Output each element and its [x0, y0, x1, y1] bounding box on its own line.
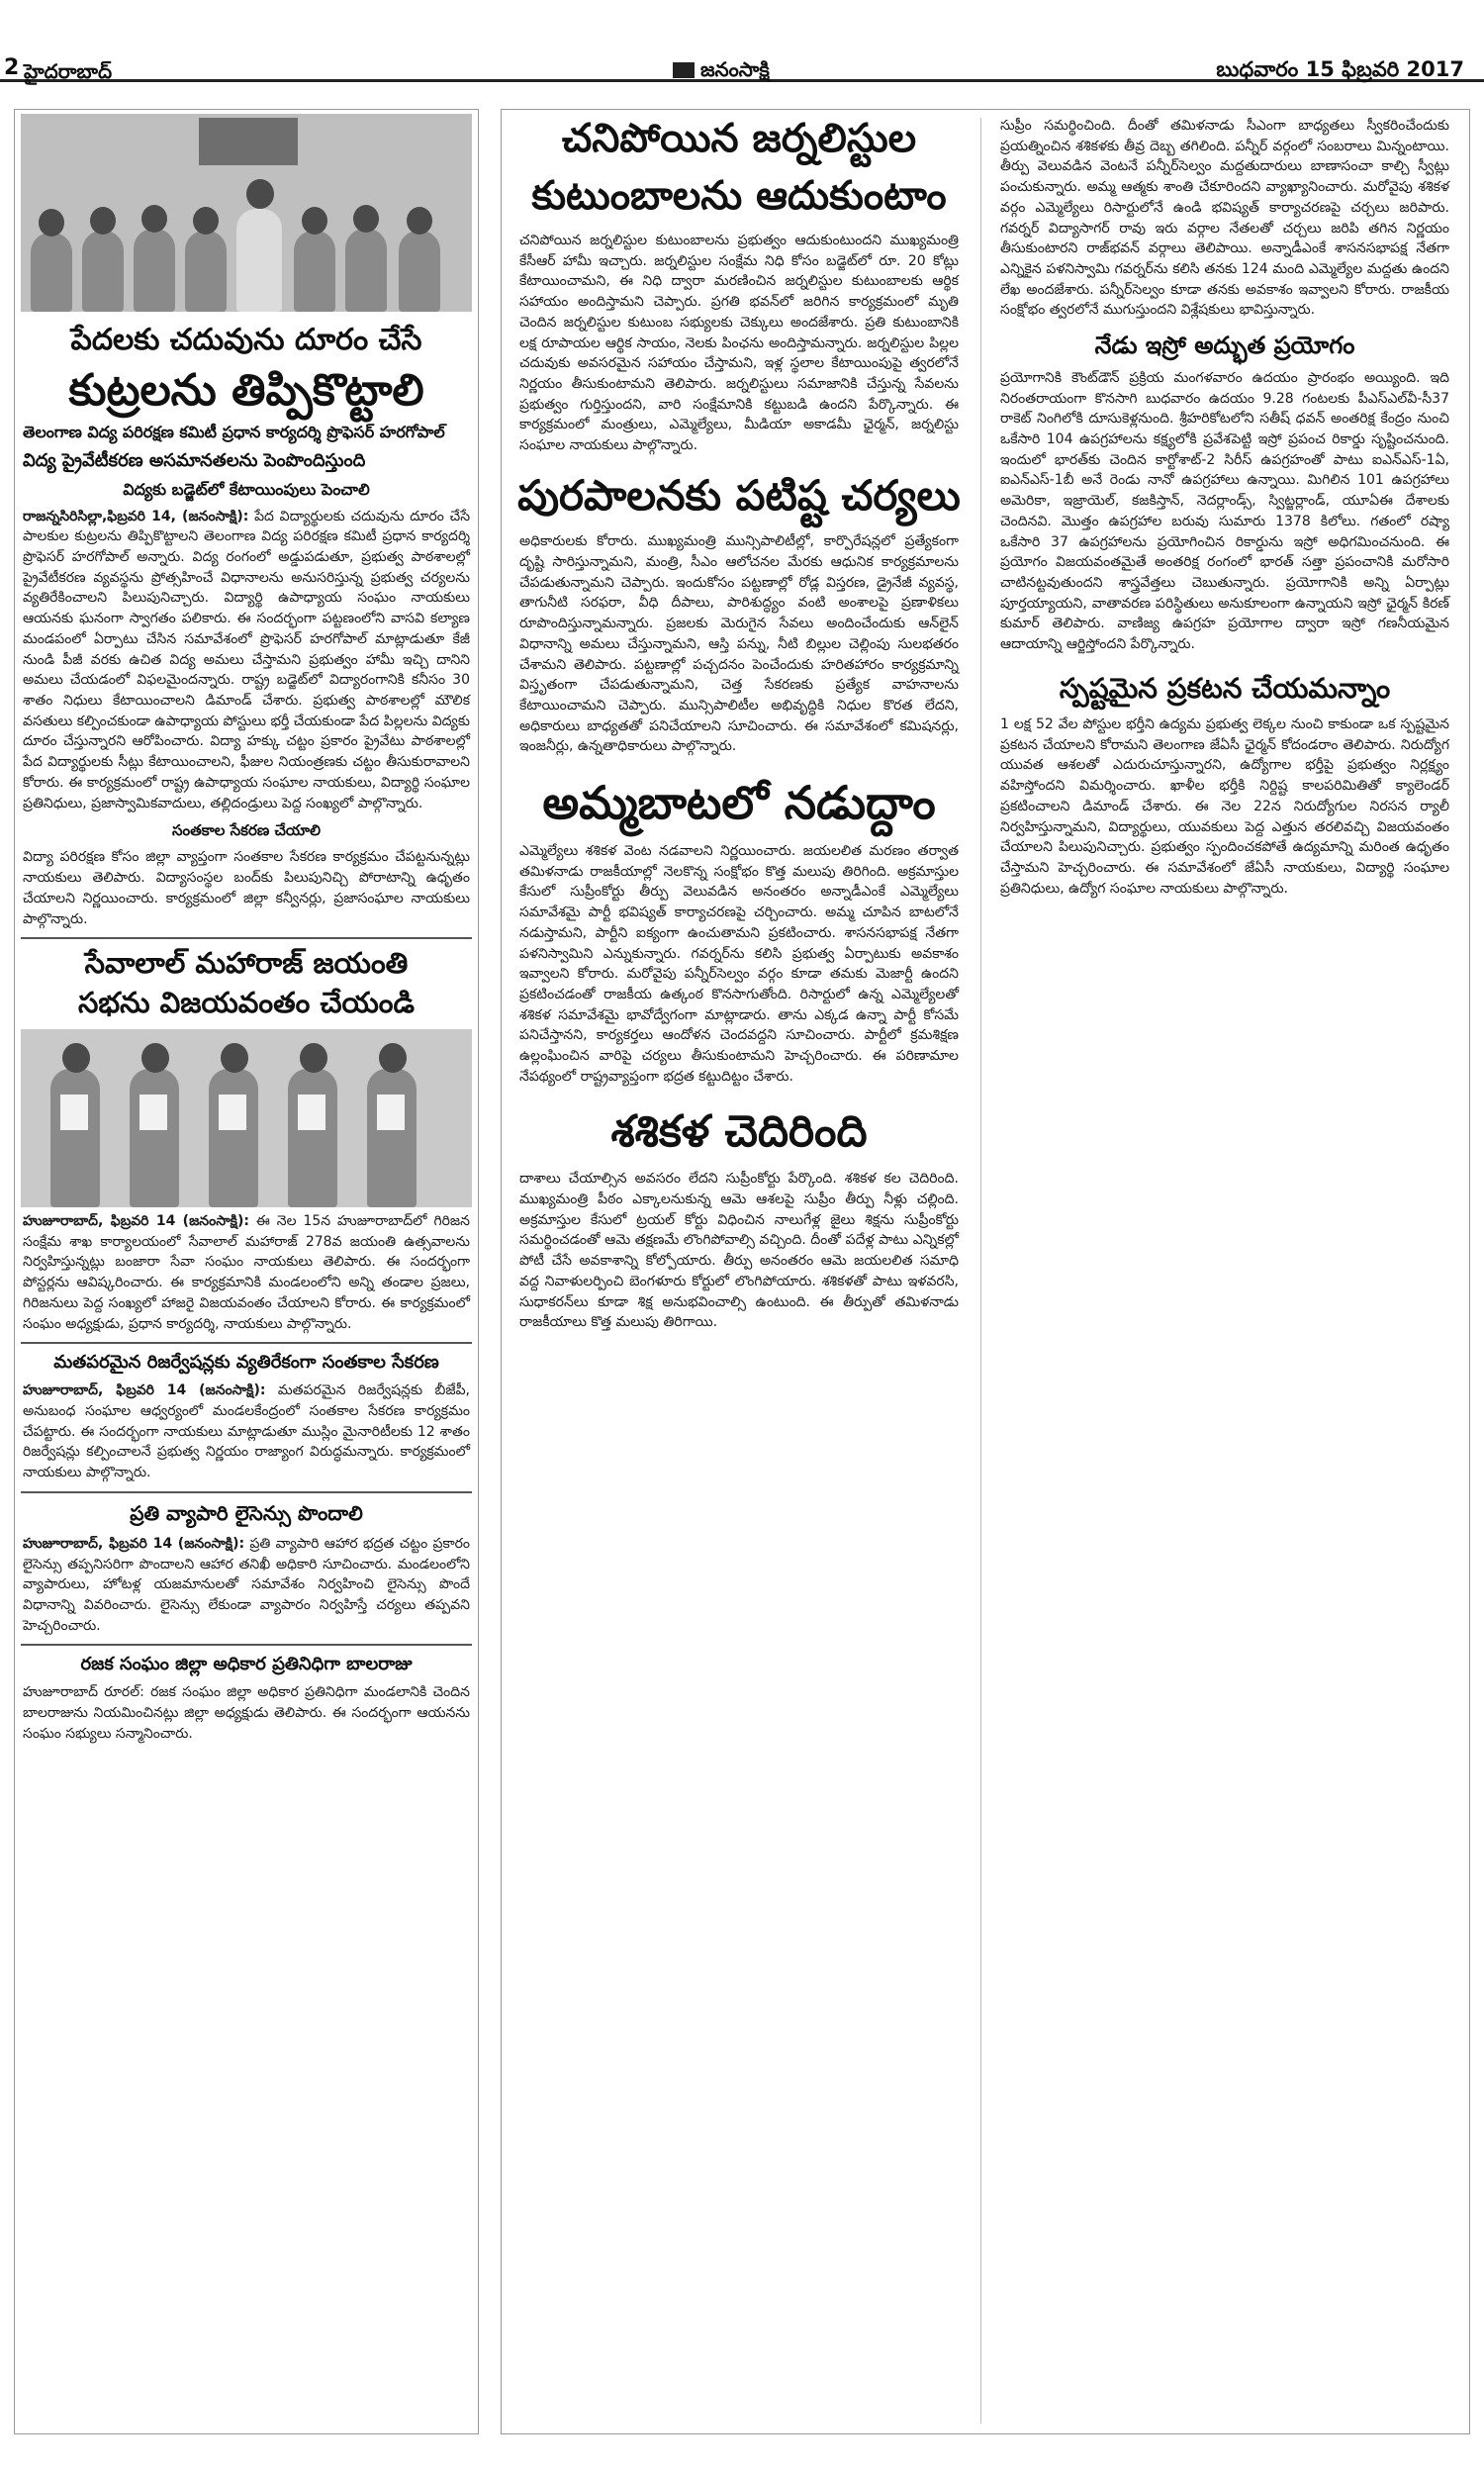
story1-subhead: విద్య ప్రైవేటీకరణ అసమానతలను పెంపొందిస్తుంది — [23, 449, 366, 471]
story1-dateline: రాజన్నసిరిసిల్లా,ఫిబ్రవరి 14, (జనంసాక్షి): — [23, 508, 249, 524]
issue-date: బుధవారం 15 ఫిబ్రవరి 2017 — [1216, 57, 1464, 81]
meeting-photo — [21, 114, 472, 312]
story4-body: దాశాలు చేయాల్సిన అవసరం లేదని సుప్రీంకోర్టు పేర్కొంది. శశికళ కల చెదిరింది. ముఖ్యమంత్రి పీఠం ఎక్కాలనుకున్న ఆమె ఆశలపై సుప్రీం తీర్పు నీళ్లు చల్లింది. అక్రమాస్తుల కేసులో ట్రయల్ కోర్టు విధించిన నాలుగేళ్ల జైలు శిక్షను సుప్రీంకోర్టు సమర్థించడంతో ఆమె తక్షణమే లొంగిపోవాల్సి వచ్చింది. దీంతో పదేళ్ల పాటు ఎన్నికల్లో పోటీ చేసే అవకాశాన్ని కోల్పోయారు. తీర్పు అనంతరం ఆమె జయలలిత సమాధి వద్ద నివాళులర్పించి బెంగళూరు కోర్టులో లొంగిపోయారు. శశికళతో పాటు ఇళవరసి, సుధాకరన్‌లు కూడా శిక్ష అనుభవించాల్సి ఉంటుంది. ఈ తీర్పుతో తమిళనాడు రాజకీయాలు కొత్త మలుపు తిరిగాయి. — [519, 1171, 959, 1331]
story1-subhead: తెలంగాణ విద్య పరిరక్షణ కమిటీ ప్రధాన కార్యదర్శి ప్రొఫెసర్ హరగోపాల్ — [23, 423, 445, 442]
right-section — [501, 109, 1470, 2434]
story1-headline-line2: కుటుంబాలను ఆదుకుంటాం — [531, 173, 947, 219]
right-column-2 — [992, 110, 1457, 2426]
story7-body: 1 లక్ష 52 వేల పోస్టుల భర్తీని ఉద్యమ ప్రభుత్వ లెక్కల నుంచి కాకుండా ఒక స్పష్టమైన ప్రకటన చేయాలని కోరామని తెలంగాణ జేఏసీ ఛైర్మన్ కోదండరాం తెలిపారు. నిరుద్యోగ యువత ఆశలతో ఎదురుచూస్తున్నారని, ఉద్యోగాల భర్తీపై ప్రభుత్వం నిర్లక్ష్యం వహిస్తోందని విమర్శించారు. ఖాళీల భర్తీకి నిర్దిష్ట కాలపరిమితితో క్యాలెండర్ ప్రకటించాలని డిమాండ్ చేశారు. ఈ నెల 22న నిరుద్యోగుల నిరసన ర్యాలీ నిర్వహిస్తున్నామని, విద్యార్థులు, యువకులు పెద్ద ఎత్తున తరలివచ్చి విజయవంతం చేయాలని పిలుపునిచ్చారు. ప్రభుత్వం స్పందించకపోతే ఉద్యమాన్ని మరింత ఉధృతం చేస్తామని హెచ్చరించారు. ఈ సమావేశంలో జేఏసీ నాయకులు, విద్యార్థి సంఘాల ప్రతినిధులు, ఉద్యోగ సంఘాల నాయకులు పాల్గొన్నారు. — [1000, 716, 1449, 897]
story2-headline: పురపాలనకు పటిష్ట చర్యలు — [517, 470, 961, 520]
story1-subhead: విద్యకు బడ్జెట్‌లో కేటాయింపులు పెంచాలి — [123, 479, 370, 499]
story1-box-heading: సంతకాల సేకరణ చేయాలి — [171, 821, 322, 840]
story3-headline: మతపరమైన రిజర్వేషన్లకు వ్యతిరేకంగా సంతకాల సేకరణ — [53, 1352, 439, 1374]
story5-body: సుప్రీం సమర్థించింది. దీంతో తమిళనాడు సీఎంగా బాధ్యతలు స్వీకరించేందుకు ప్రయత్నించిన శశికళకు తీవ్ర దెబ్బ తగిలింది. పన్నీర్ వర్గంలో సంబరాలు మిన్నంటాయి. తీర్పు వెలువడిన వెంటనే పన్నీర్‌సెల్వం మద్దతుదారులు బాణాసంచా కాల్చి స్వీట్లు పంచుకున్నారు. అమ్మ ఆత్మకు శాంతి చేకూరిందని వ్యాఖ్యానించారు. మరోవైపు శశికళ వర్గం ఎమ్మెల్యేలు రిసార్టులోనే ఉండి భవిష్యత్ కార్యాచరణపై చర్చలు జరిపారు. గవర్నర్ విద్యాసాగర్ రావు ఇరు వర్గాల నేతలతో చర్చలు జరిపి తగిన నిర్ణయం తీసుకుంటారని రాజ్‌భవన్ వర్గాలు తెలిపాయి. అన్నాడీఎంకే శాసనసభాపక్ష నేతగా ఎన్నికైన పళనిస్వామి గవర్నర్‌ను కలిసి తనకు 124 మంది ఎమ్మెల్యేల మద్దతు ఉందని లేఖ అందజేశారు. పన్నీర్‌సెల్వం కూడా తనకు అవకాశం ఇవ్వాలని కోరారు. రాజకీయ సంక్షోభం త్వరలోనే ముగుస్తుందని విశ్లేషకులు భావిస్తున్నారు. — [1000, 118, 1449, 319]
section-name: హైదరాబాద్ — [24, 59, 113, 83]
story1-headline-line1: చనిపోయిన జర్నలిస్టుల — [561, 116, 917, 161]
story7-headline: స్పష్టమైన ప్రకటన చేయమన్నాం — [1059, 671, 1391, 705]
story4-headline: శశికళ చెదిరింది — [610, 1105, 868, 1157]
story2-body: అధికారులకు కోరారు. ముఖ్యమంత్రి మున్సిపాలిటీల్లో, కార్పొరేషన్లలో ప్రత్యేకంగా దృష్టి సారిస్తున్నామని, మంత్రి, సీఎం ఆలోచనల మేరకు ఆధునిక కార్యక్రమాలను చేపడుతున్నామని చెప్పారు. ఇందుకోసం పట్టణాల్లో రోడ్ల విస్తరణ, డ్రైనేజీ వ్యవస్థ, తాగునీటి సరఫరా, వీధి దీపాలు, పారిశుద్ధ్యం వంటి అంశాలపై ప్రణాళికలు రూపొందిస్తున్నామన్నారు. ప్రజలకు మెరుగైన సేవలు అందించేందుకు ఆన్‌లైన్ విధానాన్ని అమలు చేస్తున్నామని, ఆస్తి పన్ను, నీటి బిల్లుల చెల్లింపు సులభతరం చేశామని తెలిపారు. పట్టణాల్లో పచ్చదనం పెంచేందుకు హరితహారం కార్యక్రమాన్ని విస్తృతంగా చేపడుతున్నామని, చెత్త సేకరణకు ప్రత్యేక వాహనాలను కేటాయించామని చెప్పారు. మున్సిపాలిటీల అభివృద్ధికి నిధుల కొరత లేదని, అధికారులు బాధ్యతతో పనిచేయాలని సూచించారు. ఈ సమావేశంలో కమిషనర్లు, ఇంజనీర్లు, ఉన్నతాధికారులు పాల్గొన్నారు. — [519, 533, 959, 755]
column-divider — [980, 118, 981, 2424]
story6-headline: నేడు ఇస్రో అద్భుత ప్రయోగం — [1094, 332, 1355, 360]
posters-photo — [21, 1029, 472, 1207]
story5-headline: రజక సంఘం జిల్లా అధికార ప్రతినిధిగా బాలరాజు — [80, 1654, 413, 1675]
story4-body: హుజూరాబాద్, ఫిబ్రవరి 14 (జనంసాక్షి): ప్రతి వ్యాపారి ఆహార భద్రత చట్టం ప్రకారం లైసెన్సు తప్పనిసరిగా పొందాలని ఆహార తనిఖీ అధికారి సూచించారు. మండలంలోని వ్యాపారులు, హోటళ్ల యజమానులతో సమావేశం నిర్వహించి లైసెన్సు పొందే విధానాన్ని వివరించారు. లైసెన్సు లేకుండా వ్యాపారం నిర్వహిస్తే చర్యలు తప్పవని హెచ్చరించారు. — [23, 1535, 471, 1634]
story5-body: హుజూరాబాద్ రూరల్: రజక సంఘం జిల్లా అధికార ప్రతినిధిగా మండలానికి చెందిన బాలరాజును నియమించినట్లు జిల్లా అధ్యక్షుడు తెలిపారు. ఈ సందర్భంగా ఆయనను సంఘం సభ్యులు సన్మానించారు. — [23, 1684, 470, 1742]
story6-body: ప్రయోగానికి కౌంట్‌డౌన్ ప్రక్రియ మంగళవారం ఉదయం ప్రారంభం అయ్యింది. ఇది నిరంతరాయంగా కొనసాగి బుధవారం ఉదయం 9.28 గంటలకు పీఎస్‌ఎల్‌వీ-సీ37 రాకెట్ నింగిలోకి దూసుకెళ్లనుంది. శ్రీహరికోటలోని సతీష్ ధవన్ అంతరిక్ష కేంద్రం నుంచి ఒకేసారి 104 ఉపగ్రహాలను కక్ష్యలోకి ప్రవేశపెట్టి ఇస్రో ప్రపంచ రికార్డు సృష్టించనుంది. ఇందులో భారత్‌కు చెందిన కార్టోశాట్-2 సిరీస్ ఉపగ్రహంతో పాటు ఐఎన్‌ఎస్-1ఏ, ఐఎన్‌ఎస్-1బీ అనే రెండు నానో ఉపగ్రహాలు ఉన్నాయి. మిగిలిన 101 ఉపగ్రహాలు అమెరికా, ఇజ్రాయెల్, కజకిస్తాన్, నెదర్లాండ్స్, స్విట్జర్లాండ్, యూఏఈ దేశాలకు చెందినవి. మొత్తం ఉపగ్రహాల బరువు సుమారు 1378 కిలోలు. గతంలో రష్యా ఒకేసారి 37 ఉపగ్రహాలను ప్రయోగించిన రికార్డును ఇస్రో అధిగమించనుంది. ఈ ప్రయోగం విజయవంతమైతే అంతరిక్ష రంగంలో భారత్ సత్తా ప్రపంచానికి మరోసారి చాటినట్టవుతుందని శాస్త్రవేత్తలు చెబుతున్నారు. ప్రయోగానికి అన్ని ఏర్పాట్లు పూర్తయ్యాయని, వాతావరణ పరిస్థితులు అనుకూలంగా ఉన్నాయని ఇస్రో ఛైర్మన్ కిరణ్ కుమార్ తెలిపారు. వాణిజ్య ఉపగ్రహ ప్రయోగాల ద్వారా ఇస్రో గణనీయమైన ఆదాయాన్ని ఆర్జిస్తోందని పేర్కొన్నారు. — [1000, 369, 1449, 653]
story1-headline-line1: పేదలకు చదువును దూరం చేసే — [70, 323, 422, 357]
paper-name: జనంసాక్షి — [673, 57, 770, 86]
story2-body: హుజూరాబాద్, ఫిబ్రవరి 14 (జనంసాక్షి): ఈ నెల 15న హుజూరాబాద్‌లో గిరిజన సంక్షేమ శాఖ కార్యాలయంలో సేవాలాల్ మహారాజ్ 278వ జయంతి ఉత్సవాలను నిర్వహిస్తున్నట్లు బంజారా సేవా సంఘం నాయకులు తెలిపారు. ఈ సందర్భంగా పోస్టర్లను ఆవిష్కరించారు. ఈ కార్యక్రమానికి మండలంలోని అన్ని తండాల ప్రజలు, గిరిజనులు పెద్ద సంఖ్యలో హాజరై విజయవంతం చేయాలని కోరారు. ఈ కార్యక్రమంలో సంఘం అధ్యక్షుడు, ప్రధాన కార్యదర్శి, నాయకులు పాల్గొన్నారు. — [23, 1212, 470, 1332]
story3-headline: అమ్మబాటలో నడుద్దాం — [542, 776, 936, 830]
story3-body: ఎమ్మెల్యేలు శశికళ వెంట నడవాలని నిర్ణయించారు. జయలలిత మరణం తర్వాత తమిళనాడు రాజకీయాల్లో నెలకొన్న సంక్షోభం కొత్త మలుపు తిరిగింది. అక్రమాస్తుల కేసులో సుప్రీంకోర్టు తీర్పు వెలువడిన అనంతరం అన్నాడీఎంకే ఎమ్మెల్యేలు సమావేశమై పార్టీ భవిష్యత్ కార్యాచరణపై చర్చించారు. అమ్మ చూపిన బాటలోనే నడుస్తామని, పార్టీని ఐక్యంగా ఉంచుతామని ప్రకటించారు. శాసనసభాపక్ష నేతగా పళనిస్వామిని ఎన్నుకున్నారు. గవర్నర్‌ను కలిసి ప్రభుత్వ ఏర్పాటుకు అవకాశం ఇవ్వాలని కోరారు. మరోవైపు పన్నీర్‌సెల్వం వర్గం కూడా తమకు మెజార్టీ ఉందని ప్రకటించడంతో రాజకీయ ఉత్కంఠ కొనసాగుతోంది. రిసార్టులో ఉన్న ఎమ్మెల్యేలతో శశికళ సమావేశమై భావోద్వేగంగా మాట్లాడారు. తాను ఎక్కడ ఉన్నా పార్టీ కోసమే పనిచేస్తానని, కార్యకర్తలు ఆందోళన చెందవద్దని సూచించారు. పార్టీలో క్రమశిక్షణ ఉల్లంఘించిన వారిపై చర్యలు తీసుకుంటామని హెచ్చరించారు. ఈ పరిణామాల నేపథ్యంలో రాష్ట్రవ్యాప్తంగా భద్రత కట్టుదిట్టం చేశారు. — [519, 843, 959, 1085]
paper-logo-icon — [673, 62, 695, 78]
story1-body: రాజన్నసిరిసిల్లా,ఫిబ్రవరి 14, (జనంసాక్షి): పేద విద్యార్థులకు చదువును దూరం చేసే పాలకుల కుట్రలను తిప్పికొట్టాలని తెలంగాణ విద్య పరిరక్షణ కమిటీ ప్రధాన కార్యదర్శి ప్రొఫెసర్ హరగోపాల్ అన్నారు. విద్య రంగంలో అడ్డుపడుతూ, ప్రభుత్వ పాఠశాలల్లో ప్రైవేటీకరణ వ్యవస్థను ప్రోత్సహించే విధానాలను అనుసరిస్తున్న ప్రభుత్వ చర్యలను వ్యతిరేకించాలని పిలుపునిచ్చారు. విద్యార్థి ఉపాధ్యాయ సంఘం నాయకులు ఆయనకు ఘనంగా స్వాగతం పలికారు. ఈ సందర్భంగా పట్టణంలోని వాసవి కల్యాణ మండపంలో ఏర్పాటు చేసిన సమావేశంలో ప్రొఫెసర్ హరగోపాల్ మాట్లాడుతూ కేజీ నుండి పీజీ వరకు ఉచిత విద్య అమలు చేస్తామని ప్రభుత్వం హామీ ఇచ్చి దానిని అమలు చేయడంలో విఫలమైందన్నారు. రాష్ట్ర బడ్జెట్‌లో విద్యారంగానికి కనీసం 30 శాతం నిధులు కేటాయించాలని డిమాండ్ చేశారు. ప్రభుత్వ పాఠశాలల్లో మౌలిక వసతులు కల్పించకుండా ఉపాధ్యాయ పోస్టులు భర్తీ చేయకుండా పేద పిల్లలను విద్యకు దూరం చేస్తున్నారని ఆరోపించారు. విద్యా హక్కు చట్టం ప్రకారం ప్రైవేటు పాఠశాలల్లో పేద విద్యార్థులకు సీట్లు కేటాయించాలని, ఫీజుల నియంత్రణకు చట్టం తీసుకురావాలని కోరారు. ఈ కార్యక్రమంలో రాష్ట్ర ఉపాధ్యాయ సంఘాల నాయకులు, విద్యార్థి సంఘాల ప్రతినిధులు, ప్రజాస్వామికవాదులు, తల్లిదండ్రులు పెద్ద సంఖ్యలో పాల్గొన్నారు. — [23, 508, 471, 811]
story1-headline-line2: కుట్రలను తిప్పికొట్టాలి — [68, 364, 424, 416]
page-number: 2 — [4, 55, 20, 80]
story1-box-body: విద్యా పరిరక్షణ కోసం జిల్లా వ్యాప్తంగా సంతకాల సేకరణ కార్యక్రమం చేపట్టనున్నట్లు నాయకులు తెలిపారు. విద్యాసంస్థల బంద్‌కు పిలుపునిచ్చి పోరాటాన్ని ఉధృతం చేయాలని నిర్ణయించారు. కార్యక్రమంలో జిల్లా కన్వీనర్లు, ప్రజాసంఘాల నాయకులు పాల్గొన్నారు. — [23, 849, 470, 927]
story4-headline: ప్రతి వ్యాపారి లైసెన్సు పొందాలి — [130, 1500, 363, 1525]
story2-headline-line2: సభను విజయవంతం చేయండి — [78, 985, 415, 1019]
story3-body: హుజూరాబాద్, ఫిబ్రవరి 14 (జనంసాక్షి): మతపరమైన రిజర్వేషన్లకు బీజేపీ, అనుబంధ సంఘాల ఆధ్వర్యంలో మండలకేంద్రంలో సంతకాల సేకరణ కార్యక్రమం చేపట్టారు. ఈ సందర్భంగా నాయకులు మాట్లాడుతూ ముస్లిం మైనారిటీలకు 12 శాతం రిజర్వేషన్లు కల్పించాలనే ప్రభుత్వ నిర్ణయం రాజ్యాంగ విరుద్ధమన్నారు. కార్యక్రమంలో నాయకులు పాల్గొన్నారు. — [23, 1382, 470, 1481]
right-column-1 — [511, 110, 967, 2426]
story2-headline-line1: సేవాలాల్ మహారాజ్ జయంతి — [84, 946, 409, 981]
masthead — [0, 0, 1484, 82]
story1-body: చనిపోయిన జర్నలిస్టుల కుటుంబాలను ప్రభుత్వం ఆదుకుంటుందని ముఖ్యమంత్రి కేసీఆర్ హామీ ఇచ్చారు. జర్నలిస్టుల సంక్షేమ నిధి కోసం బడ్జెట్‌లో రూ. 20 కోట్లు కేటాయించామని, ఈ నిధి ద్వారా మరణించిన జర్నలిస్టుల కుటుంబాలకు ఆర్థిక సహాయం అందిస్తామని చెప్పారు. ప్రగతి భవన్‌లో జరిగిన కార్యక్రమంలో మృతి చెందిన జర్నలిస్టుల కుటుంబ సభ్యులకు చెక్కులు అందజేశారు. ప్రతి కుటుంబానికి లక్ష రూపాయల ఆర్థిక సాయం, నెలకు పింఛను అందిస్తామన్నారు. జర్నలిస్టుల పిల్లల చదువుకు అవసరమైన సహాయం చేస్తామని, ఇళ్ల స్థలాల కేటాయింపుపై త్వరలోనే నిర్ణయం తీసుకుంటామని తెలిపారు. జర్నలిస్టులు సమాజానికి చేస్తున్న సేవలను ప్రభుత్వం గుర్తిస్తుందని, వారి సంక్షేమానికి కట్టుబడి ఉందని పేర్కొన్నారు. ఈ కార్యక్రమంలో మంత్రులు, ఎమ్మెల్యేలు, మీడియా అకాడమీ ఛైర్మన్, జర్నలిస్టు సంఘాల నాయకులు పాల్గొన్నారు. — [519, 233, 959, 454]
left-column — [14, 109, 479, 2434]
